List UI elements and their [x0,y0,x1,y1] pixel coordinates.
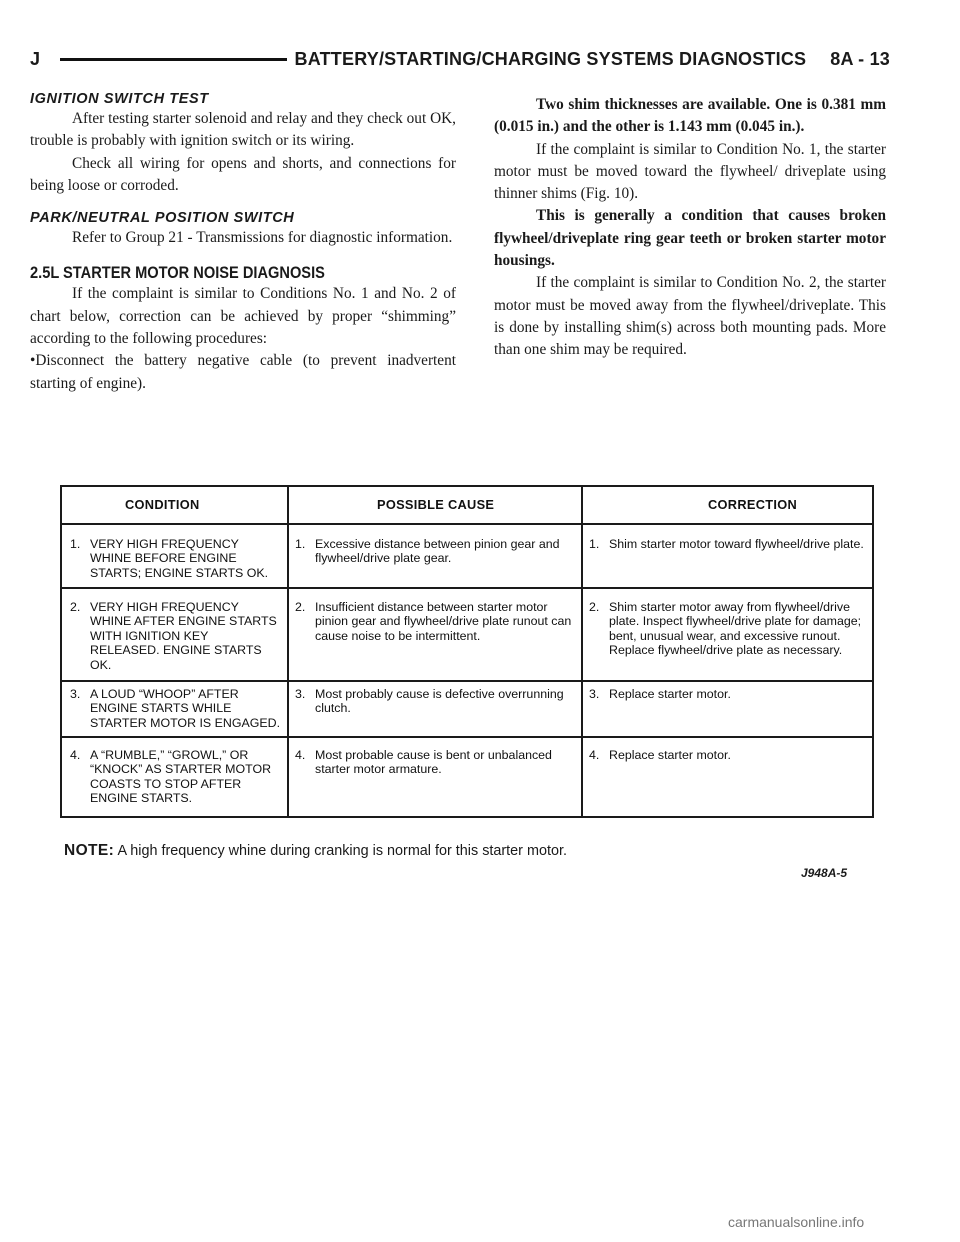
row-3-condition [70,687,280,730]
row-2-cause [295,600,575,643]
park-neutral-paragraph: Refer to Group 21 - Transmissions for diagnostic information. [72,229,453,247]
condition-text: A LOUD “WHOOP” AFTER ENGINE STARTS WHILE STARTER MOTOR IS ENGAGED. [90,687,281,730]
row-number: 1. [70,537,81,551]
row-number: 1. [589,537,600,551]
table-divider [62,523,872,525]
noise-diagnosis-paragraph: If the complaint is similar to Conditions No. 1 and No. 2 of chart below, correction can be achieved by proper “shimming” according to the following procedures: [30,285,456,348]
park-neutral-heading: PARK/NEUTRAL POSITION SWITCH [30,210,295,227]
row-number: 2. [295,600,306,614]
note-text: A high frequency whine during cranking is normal for this starter motor. [117,843,567,859]
ignition-paragraph-1: After testing starter solenoid and relay and they check out OK, trouble is probably with ignition switch or its wiring. [30,110,456,150]
row-2-condition [70,600,280,672]
correction-text: Shim starter motor toward flywheel/drive plate. [609,537,864,551]
table-divider [62,587,872,589]
condition-text: VERY HIGH FREQUENCY WHINE BEFORE ENGINE STARTS; ENGINE STARTS OK. [90,537,269,580]
row-number: 1. [295,537,306,551]
note-label: NOTE: [64,842,115,859]
right-column [494,94,886,362]
row-2-correction [589,600,867,658]
row-number: 4. [589,748,600,762]
table-note [64,842,567,860]
table-divider [62,736,872,738]
cause-text: Excessive distance between pinion gear and flywheel/drive plate gear. [315,537,560,566]
condition-1-paragraph: If the complaint is similar to Condition No. 1, the starter motor must be moved toward the flywheel/ driveplate using thinner shims (Fig. 10). [494,140,886,203]
row-number: 4. [70,748,81,762]
watermark-link[interactable]: carmanualsonline.info [728,1214,865,1230]
row-number: 2. [589,600,600,614]
row-number: 2. [70,600,81,614]
row-4-cause [295,748,575,777]
warning-paragraph: This is generally a condition that causes broken flywheel/driveplate ring gear teeth or broken starter motor housings. [494,207,886,270]
row-4-condition [70,748,280,806]
table-divider [287,487,289,816]
disconnect-battery-bullet: •Disconnect the battery negative cable (to prevent inadvertent starting of engine). [30,352,456,392]
header-correction: CORRECTION [708,497,798,512]
row-number: 4. [295,748,306,762]
condition-2-paragraph: If the complaint is similar to Condition No. 2, the starter motor must be moved away from the flywheel/driveplate. This is done by installing shim(s) across both mounting pads. More than one shim may be required. [494,274,886,359]
condition-text: A “RUMBLE,” “GROWL,” OR “KNOCK” AS STARTER MOTOR COASTS TO STOP AFTER ENGINE STARTS. [90,748,272,806]
header-letter: J [30,48,41,69]
row-number: 3. [295,687,306,701]
row-4-correction [589,748,867,762]
header-section-title: BATTERY/STARTING/CHARGING SYSTEMS DIAGNOSTICS [294,48,807,69]
correction-text: Replace starter motor. [609,748,731,762]
shim-thickness-paragraph: Two shim thicknesses are available. One is 0.381 mm (0.015 in.) and the other is 1.143 mm (0.045 in.). [494,96,886,136]
noise-diagnosis-heading: 2.5L STARTER MOTOR NOISE DIAGNOSIS [30,263,325,283]
ignition-paragraph-2: Check all wiring for opens and shorts, and connections for being loose or corroded. [30,154,456,194]
row-1-cause [295,537,575,566]
header-condition: CONDITION [125,497,200,512]
left-column [30,90,456,395]
row-number: 3. [589,687,600,701]
figure-id: J948A-5 [801,866,848,880]
header-page-number: 8A - 13 [830,48,890,69]
cause-text: Insufficient distance between starter motor pinion gear and flywheel/drive plate runout can cause noise to be intermittent. [315,600,572,643]
header-rule [60,58,287,61]
row-1-condition [70,537,275,580]
row-3-correction [589,687,867,701]
cause-text: Most probable cause is bent or unbalanced starter motor armature. [315,748,552,777]
ignition-switch-heading: IGNITION SWITCH TEST [30,91,209,107]
row-1-correction [589,537,867,551]
correction-text: Shim starter motor away from flywheel/drive plate. Inspect flywheel/drive plate for damage; bent, unusual wear, and excessive runout. Replace flywheel/drive plate as necessary. [609,600,862,658]
table-divider [581,487,583,816]
row-number: 3. [70,687,81,701]
row-3-cause [295,687,575,716]
table-divider [62,680,872,682]
cause-text: Most probably cause is defective overrunning clutch. [315,687,564,716]
header-possible-cause: POSSIBLE CAUSE [377,497,495,512]
condition-text: VERY HIGH FREQUENCY WHINE AFTER ENGINE STARTS WITH IGNITION KEY RELEASED. ENGINE STARTS OK. [90,600,277,672]
correction-text: Replace starter motor. [609,687,731,701]
noise-diagnosis-table [60,485,874,818]
page-header [30,44,890,74]
